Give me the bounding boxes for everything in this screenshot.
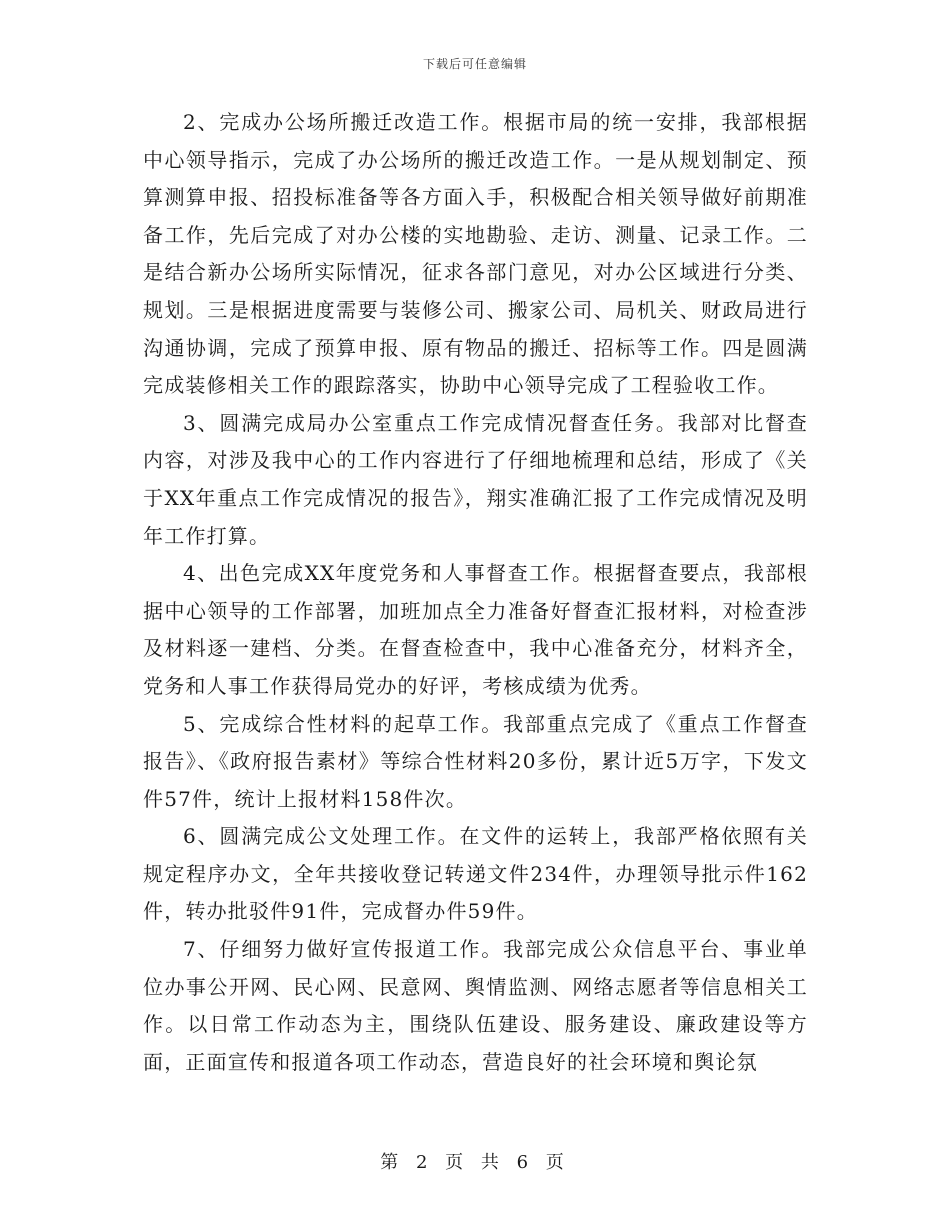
paragraph-document-handling: 6、圆满完成公文处理工作。在文件的运转上，我部严格依照有关规定程序办文，全年共接收登记转递文件234件，办理领导批示件162件，转办批驳件91件，完成督办件59件。 [143, 824, 808, 924]
paragraph-publicity: 7、仔细努力做好宣传报道工作。我部完成公众信息平台、事业单位办事公开网、民心网、民意网、舆情监测、网络志愿者等信息相关工作。以日常工作动态为主，围绕队伍建设、服务建设、廉政建设等方面，正面宣传和报道各项工作动态，营造良好的社会环境和舆论氛 [143, 937, 808, 1074]
paragraph-party-personnel: 4、出色完成XX年度党务和人事督查工作。根据督查要点，我部根据中心领导的工作部署，加班加点全力准备好督查汇报材料，对检查涉及材料逐一建档、分类。在督查检查中，我中心准备充分，材料齐全，党务和人事工作获得局党办的好评，考核成绩为优秀。 [143, 561, 808, 698]
document-body [143, 104, 808, 1081]
paragraph-drafting: 5、完成综合性材料的起草工作。我部重点完成了《重点工作督查报告》、《政府报告素材》等综合性材料20多份，累计近5万字，下发文件57件，统计上报材料158件次。 [143, 711, 808, 811]
paragraph-supervision-report: 3、圆满完成局办公室重点工作完成情况督查任务。我部对比督查内容，对涉及我中心的工作内容进行了仔细地梳理和总结，形成了《关于XX年重点工作完成情况的报告》，翔实准确汇报了工作完成情况及明年工作打算。 [143, 410, 808, 548]
paragraph-relocation: 2、完成办公场所搬迁改造工作。根据市局的统一安排，我部根据中心领导指示，完成了办公场所的搬迁改造工作。一是从规划制定、预算测算申报、招投标准备等各方面入手，积极配合相关领导做好前期准备工作，先后完成了对办公楼的实地勘验、走访、测量、记录工作。二是结合新办公场所实际情况，征求各部门意见，对办公区域进行分类、规划。三是根据进度需要与装修公司、搬家公司、局机关、财政局进行沟通协调，完成了预算申报、原有物品的搬迁、招标等工作。四是圆满完成装修相关工作的跟踪落实，协助中心领导完成了工程验收工作。 [143, 110, 808, 398]
page-header: 下载后可任意编辑 [422, 57, 527, 71]
page-number-footer: 第 2 页 共 6 页 [380, 1152, 570, 1173]
